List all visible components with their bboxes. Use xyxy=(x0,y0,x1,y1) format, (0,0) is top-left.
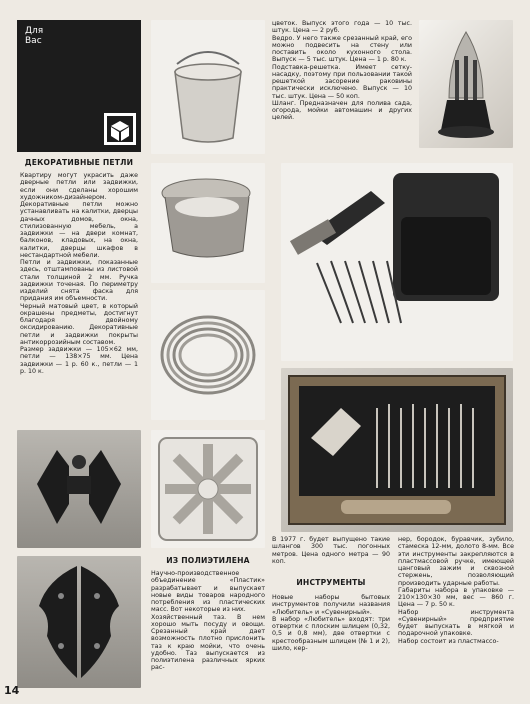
tools-heading: ИНСТРУМЕНТЫ xyxy=(296,578,366,587)
bucket-photo xyxy=(151,20,265,154)
rubric-block xyxy=(17,20,141,152)
tool-holder-photo xyxy=(419,20,513,148)
hinge-photo-2 xyxy=(17,556,141,688)
gift-box-icon xyxy=(103,112,137,146)
polyethylene-article: Научно-производственное объединение «Пластик» разрабатывает и выпускает новые виды товаров народного потребления из пластических масс. Вот некоторые из них. Хозяйственный таз. В нем хорошо мыть посуду и овощи. Срезанный край дает возможность плотно прислонить таз к краю мойки, что очень удобно. Таз выпускается из полиэтилена различных ярких рас- xyxy=(151,570,265,672)
page-number: 14 xyxy=(4,684,20,697)
hinges-article: Квартиру могут украсить даже дверные петли или задвижки, если они сделаны хорошим художником-дизайнером. Декоративные петли можно устанавливать на калитки, дверцы дачных домов, окна, стилизованную мебель, а задвижки — на двери комнат, балконов, кладовых, на окна, калитки, дверцы шкафов в нестандартной мебели. Петли и задвижки, показанные здесь, отштампованы из листовой стали толщиной 2 мм. Ручка задвижки точеная. По периметру изделий снята фаска для придания им объемности. Черный матовый цвет, в который окрашены предметы, достигнут благодаря двойному оксидированию. Декоративные петли и задвижки покрыты антикоррозийным составом. Размер задвижки — 105×62 мм, петли — 138×75 мм. Цена задвижки — 1 р. 60 к., петли — 1 р. 10 к. xyxy=(20,172,138,375)
column3-top-text: цветок. Выпуск этого года — 10 тыс. штук. Цена — 2 руб. Ведро. У него также срезанный край, его можно подвесить на стену или поставить около кухонного стола. Выпуск — 5 тыс. штук. Цена — 1 р. 80 к. Подставка-решетка. Имеет сетку-насадку, поэтому при пользовании такой решеткой засорение раковины практически исключено. Выпуск — 10 тыс. штук. Цена — 50 коп. Шланг. Предназначен для полива сада, огорода, мойки автомашин и других целей. xyxy=(272,20,412,122)
tools-article: Новые наборы бытовых инструментов получили названия «Любитель» и «Сувенирный». В набор «Любитель» входят: три отвертки с плоским шлицем (0,32, 0,5 и 0,8 мм), две отвертки с крестообразным шлицем (№ 1 и 2), шило, кер- xyxy=(272,594,390,652)
hose-photo xyxy=(151,290,265,420)
tool-box-photo xyxy=(281,368,513,532)
hinges-heading: ДЕКОРАТИВНЫЕ ПЕТЛИ xyxy=(24,158,134,167)
hose-price-text: В 1977 г. будет выпущено такие шлангов 300 тыс. погонных метров. Цена одного метра — 90 коп. xyxy=(272,536,390,565)
rubric-title-line1: Для xyxy=(25,26,44,36)
hinge-photo-1 xyxy=(17,430,141,548)
column4-bottom-text: нер, бородок, буравчик, зубило, стамеска 12-мм, долото 8-мм. Все эти инструменты закрепляются в пластмассовой ручке, имеющей цанговый зажим и сквозной стержень, позволяющий производить ударные работы. Габариты набора в упаковке — 210×130×30 мм, вес — 860 г. Цена — 7 р. 50 к. Набор инструмента «Сувенирный» предприятие будет выпускать в мягкой и подарочной упаковке. Набор состоит из пластмассо- xyxy=(398,536,514,645)
basin-photo xyxy=(151,163,265,283)
rubric-title-line2: Вас xyxy=(25,36,42,46)
tool-set-photo xyxy=(281,163,513,361)
sink-grate-photo xyxy=(151,430,265,548)
polyethylene-heading: ИЗ ПОЛИЭТИЛЕНА xyxy=(166,556,250,565)
